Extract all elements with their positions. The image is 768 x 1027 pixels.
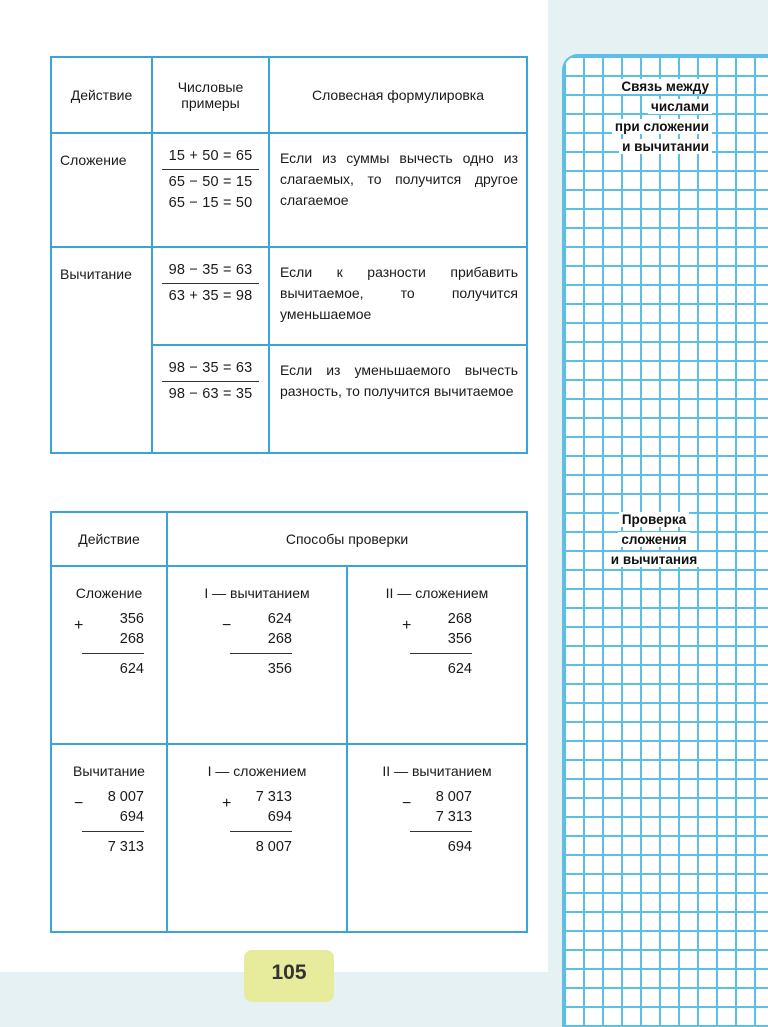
- divider: [162, 381, 259, 382]
- example-line: 98 − 63 = 35: [168, 386, 253, 402]
- header-action: Действие: [51, 57, 152, 133]
- method-title: I — вычитанием: [204, 585, 310, 601]
- subtraction-examples-2: [152, 345, 269, 453]
- operand: 356: [447, 631, 472, 647]
- operand: 694: [119, 809, 144, 825]
- column-calculation: [402, 609, 472, 679]
- divider: [162, 283, 259, 284]
- method-title: II — вычитанием: [382, 763, 492, 779]
- relation-table: [50, 56, 528, 454]
- operator: +: [222, 795, 232, 812]
- subtraction-rule-2: Если из уменьшаемого вычесть разность, то получится вычитаемое: [269, 345, 527, 453]
- sum-line: [230, 653, 292, 654]
- example-line: 98 − 35 = 63: [168, 360, 253, 376]
- sum-line: [230, 831, 292, 832]
- result: 624: [447, 661, 472, 677]
- operand: 624: [267, 611, 292, 627]
- method-title: I — сложением: [207, 763, 307, 779]
- operator: +: [402, 617, 412, 634]
- operand: 8 007: [107, 789, 144, 805]
- addition-examples: [152, 133, 269, 247]
- side-label-relation: Связь между числами при сложении и вычитании: [590, 77, 712, 157]
- row-label-addition: Сложение: [51, 133, 152, 247]
- operator: +: [74, 617, 84, 634]
- operand: 7 313: [435, 809, 472, 825]
- row-label-subtraction: Вычитание: [51, 247, 152, 453]
- column-calculation: [402, 787, 472, 857]
- result: 356: [267, 661, 292, 677]
- header-action: Действие: [51, 512, 167, 566]
- column-calculation: [222, 609, 292, 679]
- check-method-2: [347, 566, 527, 744]
- example-line: 15 + 50 = 65: [168, 148, 253, 164]
- subtraction-examples-1: [152, 247, 269, 345]
- result: 694: [447, 839, 472, 855]
- check-table: [50, 511, 528, 933]
- operand: 268: [447, 611, 472, 627]
- example-line: 98 − 35 = 63: [168, 262, 253, 278]
- addition-cell: [51, 566, 167, 744]
- operator: −: [402, 795, 412, 812]
- operand: 7 313: [255, 789, 292, 805]
- operand: 268: [267, 631, 292, 647]
- sum-line: [82, 831, 144, 832]
- check-method-1: [167, 744, 347, 932]
- column-calculation: [222, 787, 292, 857]
- operand: 268: [119, 631, 144, 647]
- operand: 8 007: [435, 789, 472, 805]
- result: 8 007: [255, 839, 292, 855]
- header-methods: Способы проверки: [167, 512, 527, 566]
- column-calculation: [74, 609, 144, 679]
- sum-line: [410, 831, 472, 832]
- sum-line: [82, 653, 144, 654]
- column-calculation: [74, 787, 144, 857]
- result: 624: [119, 661, 144, 677]
- operator: −: [74, 795, 84, 812]
- action-label: Вычитание: [73, 763, 145, 779]
- header-examples: Числовые примеры: [152, 57, 269, 133]
- subtraction-rule-1: Если к разности прибавить вычитаемое, то получится уменьшаемое: [269, 247, 527, 345]
- example-line: 63 + 35 = 98: [168, 288, 253, 304]
- divider: [162, 169, 259, 170]
- check-method-2: [347, 744, 527, 932]
- sum-line: [410, 653, 472, 654]
- operand: 694: [267, 809, 292, 825]
- example-line: 65 − 15 = 50: [168, 195, 253, 211]
- check-method-1: [167, 566, 347, 744]
- side-label-check: Проверка сложения и вычитания: [594, 510, 714, 570]
- action-label: Сложение: [75, 585, 143, 601]
- subtraction-cell: [51, 744, 167, 932]
- operand: 356: [119, 611, 144, 627]
- addition-rule: Если из суммы вычесть одно из слагаемых, то получится другое слагаемое: [269, 133, 527, 247]
- result: 7 313: [107, 839, 144, 855]
- operator: −: [222, 617, 232, 634]
- method-title: II — сложением: [385, 585, 489, 601]
- page-number: 105: [244, 950, 334, 1002]
- example-line: 65 − 50 = 15: [168, 174, 253, 190]
- header-wording: Словесная формулировка: [269, 57, 527, 133]
